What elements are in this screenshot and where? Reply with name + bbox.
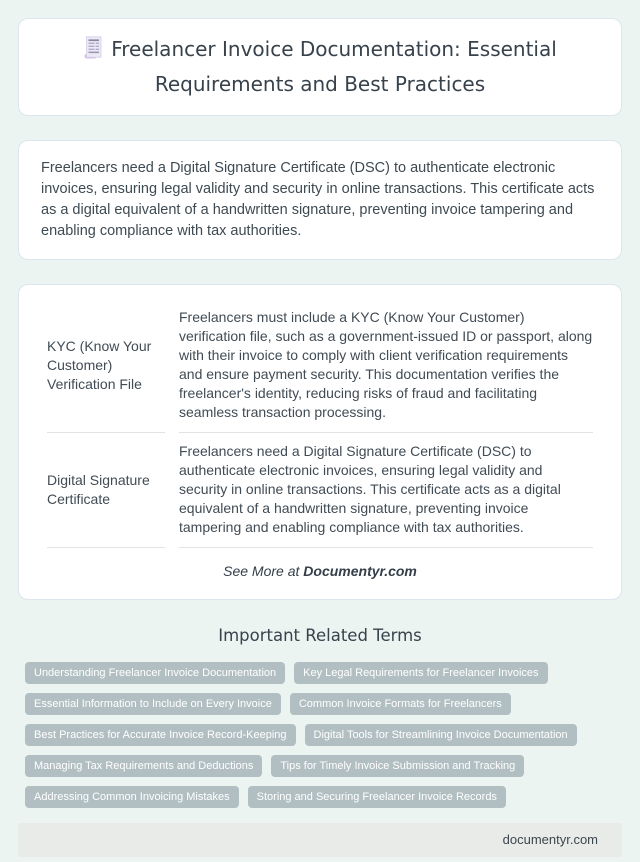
details-card xyxy=(18,284,622,600)
tag-row xyxy=(25,724,615,746)
description-cell: Freelancers need a Digital Signature Certificate (DSC) to authenticate electronic invoices, ensuring legal validity and security in online transactions. This certificate acts as a digital equivalent of a handwritten signature, preventing invoice tampering and enabling compliance with tax authorities. xyxy=(179,433,593,548)
page-title-text: Freelancer Invoice Documentation: Essential Requirements and Best Practices xyxy=(111,37,557,96)
tag-row xyxy=(25,693,615,715)
related-terms-heading: Important Related Terms xyxy=(218,626,422,645)
header-card xyxy=(18,18,622,116)
related-term-tag[interactable]: Common Invoice Formats for Freelancers xyxy=(290,693,511,715)
footer-site-label: documentyr.com xyxy=(502,832,598,847)
see-more-brand: Documentyr.com xyxy=(303,563,417,579)
related-term-tag[interactable]: Understanding Freelancer Invoice Documentation xyxy=(25,662,285,684)
related-term-tag[interactable]: Managing Tax Requirements and Deductions xyxy=(25,755,262,777)
related-term-tag[interactable]: Storing and Securing Freelancer Invoice Records xyxy=(248,786,506,808)
related-term-tag[interactable]: Key Legal Requirements for Freelancer Invoices xyxy=(294,662,547,684)
table-row xyxy=(47,299,593,433)
receipt-icon xyxy=(83,36,103,69)
term-cell: Digital Signature Certificate xyxy=(47,433,165,548)
related-term-tag[interactable]: Tips for Timely Invoice Submission and Tracking xyxy=(271,755,524,777)
tag-row xyxy=(25,755,615,777)
description-cell: Freelancers must include a KYC (Know Your Customer) verification file, such as a government-issued ID or passport, along with their invoice to comply with client verification requirements and ensure payment security. This documentation verifies the freelancer's identity, reducing risks of fraud and facilitating seamless transaction processing. xyxy=(179,299,593,433)
related-term-tag[interactable]: Essential Information to Include on Every Invoice xyxy=(25,693,281,715)
see-more-line xyxy=(33,563,607,579)
term-cell: KYC (Know Your Customer) Verification File xyxy=(47,299,165,433)
table-row xyxy=(47,433,593,548)
related-terms-list xyxy=(18,662,622,808)
intro-card xyxy=(18,140,622,260)
tag-row xyxy=(25,662,615,684)
see-more-prefix: See More at xyxy=(223,563,300,579)
intro-paragraph: Freelancers need a Digital Signature Certificate (DSC) to authenticate electronic invoices, ensuring legal validity and security in online transactions. This certificate acts as a digital equivalent of a handwritten signature, preventing invoice tampering and enabling compliance with tax authorities. xyxy=(41,160,595,239)
details-table xyxy=(33,299,607,548)
tag-row xyxy=(25,786,615,808)
footer-bar xyxy=(18,823,622,857)
page-title xyxy=(49,34,591,100)
related-term-tag[interactable]: Best Practices for Accurate Invoice Record-Keeping xyxy=(25,724,296,746)
related-term-tag[interactable]: Digital Tools for Streamlining Invoice Documentation xyxy=(305,724,577,746)
related-term-tag[interactable]: Addressing Common Invoicing Mistakes xyxy=(25,786,239,808)
